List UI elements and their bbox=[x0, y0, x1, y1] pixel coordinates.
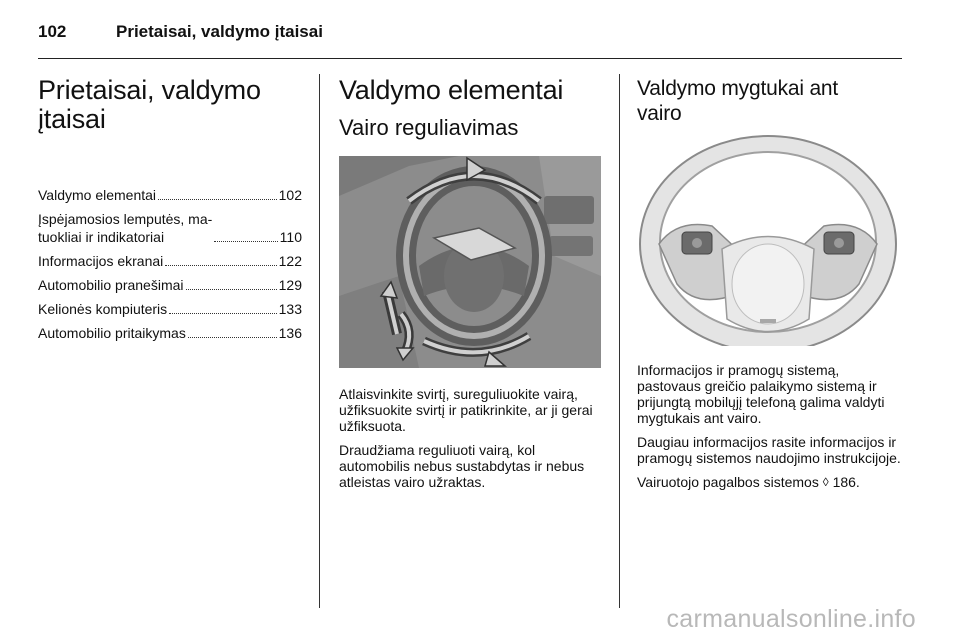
paragraph: Draudžiama reguliuoti vairą, kol automobilis nebus sustabdytas ir nebus atleistas vairo užraktas. bbox=[339, 442, 585, 490]
toc-item-page: 122 bbox=[278, 253, 302, 269]
toc-leader-dots bbox=[158, 199, 277, 200]
toc-item-page: 110 bbox=[279, 229, 302, 245]
header-rule bbox=[38, 58, 902, 59]
section-title: Valdymo mygtukai ant vairo bbox=[637, 77, 839, 125]
toc-item[interactable] bbox=[38, 300, 302, 318]
cross-reference-text: Vairuotojo pagalbos sistemos bbox=[637, 474, 819, 490]
subsection-title: Vairo reguliavimas bbox=[339, 115, 519, 140]
steering-wheel-controls-illustration bbox=[637, 134, 899, 346]
paragraph: Informacijos ir pramogų sistemą, pastovaus greičio palaikymo sistemą ir prijungtą mobilųjį telefoną galima valdyti mygtukais ant vairo. bbox=[637, 362, 885, 426]
paragraph: Atlaisvinkite svirtį, sureguliuokite vairą, užfiksuokite svirtį ir patikrinkite, ar ji gerai užfiksuota. bbox=[339, 386, 593, 434]
toc-item-text: Valdymo elementai bbox=[38, 187, 157, 203]
toc-leader-dots bbox=[165, 265, 276, 266]
toc-leader-dots bbox=[214, 241, 277, 242]
toc-item-page: 133 bbox=[278, 301, 302, 317]
column-divider bbox=[319, 74, 320, 608]
watermark: carmanualsonline.info bbox=[666, 605, 916, 633]
right-column bbox=[637, 76, 905, 491]
toc-leader-dots bbox=[188, 337, 277, 338]
paragraph: Daugiau informacijos rasite informacijos ir pramogų sistemos naudojimo instrukcijoje. bbox=[637, 434, 901, 466]
toc-leader-dots bbox=[186, 289, 277, 290]
toc-item[interactable] bbox=[38, 324, 302, 342]
toc-item-text: Automobilio pranešimai bbox=[38, 277, 184, 293]
toc-item[interactable] bbox=[38, 252, 302, 270]
toc-item-page: 136 bbox=[278, 325, 302, 341]
toc-item[interactable] bbox=[38, 210, 302, 246]
reference-arrow-icon: ◊ bbox=[822, 475, 829, 489]
steering-controls-text bbox=[637, 362, 905, 491]
table-of-contents bbox=[38, 186, 302, 342]
chapter-title: Prietaisai, valdymo įtaisai bbox=[38, 75, 261, 134]
toc-item-page: 102 bbox=[278, 187, 302, 203]
toc-item[interactable] bbox=[38, 276, 302, 294]
left-column bbox=[38, 76, 302, 348]
toc-item-text: Kelionės kompiuteris bbox=[38, 301, 168, 317]
toc-item-text: Informacijos ekranai bbox=[38, 253, 164, 269]
middle-column bbox=[339, 76, 601, 490]
page-header bbox=[38, 22, 323, 46]
steering-wheel-adjust-diagram bbox=[339, 156, 601, 368]
steering-wheel-controls-diagram bbox=[637, 134, 899, 346]
cross-reference[interactable] bbox=[637, 474, 905, 491]
column-divider bbox=[619, 74, 620, 608]
section-title: Valdymo elementai bbox=[339, 75, 564, 105]
running-title: Prietaisai, valdymo įtaisai bbox=[116, 22, 323, 41]
toc-item-text: Įspėjamosios lemputės, ma- tuokliai ir indikatoriai bbox=[38, 211, 213, 245]
cross-reference-page: 186. bbox=[832, 474, 860, 490]
page-number: 102 bbox=[38, 22, 67, 41]
toc-leader-dots bbox=[169, 313, 276, 314]
toc-item[interactable] bbox=[38, 186, 302, 204]
steering-adjustment-text bbox=[339, 386, 601, 490]
toc-item-text: Automobilio pritaikymas bbox=[38, 325, 186, 341]
steering-adjustment-illustration bbox=[339, 156, 601, 368]
toc-item-page: 129 bbox=[278, 277, 302, 293]
